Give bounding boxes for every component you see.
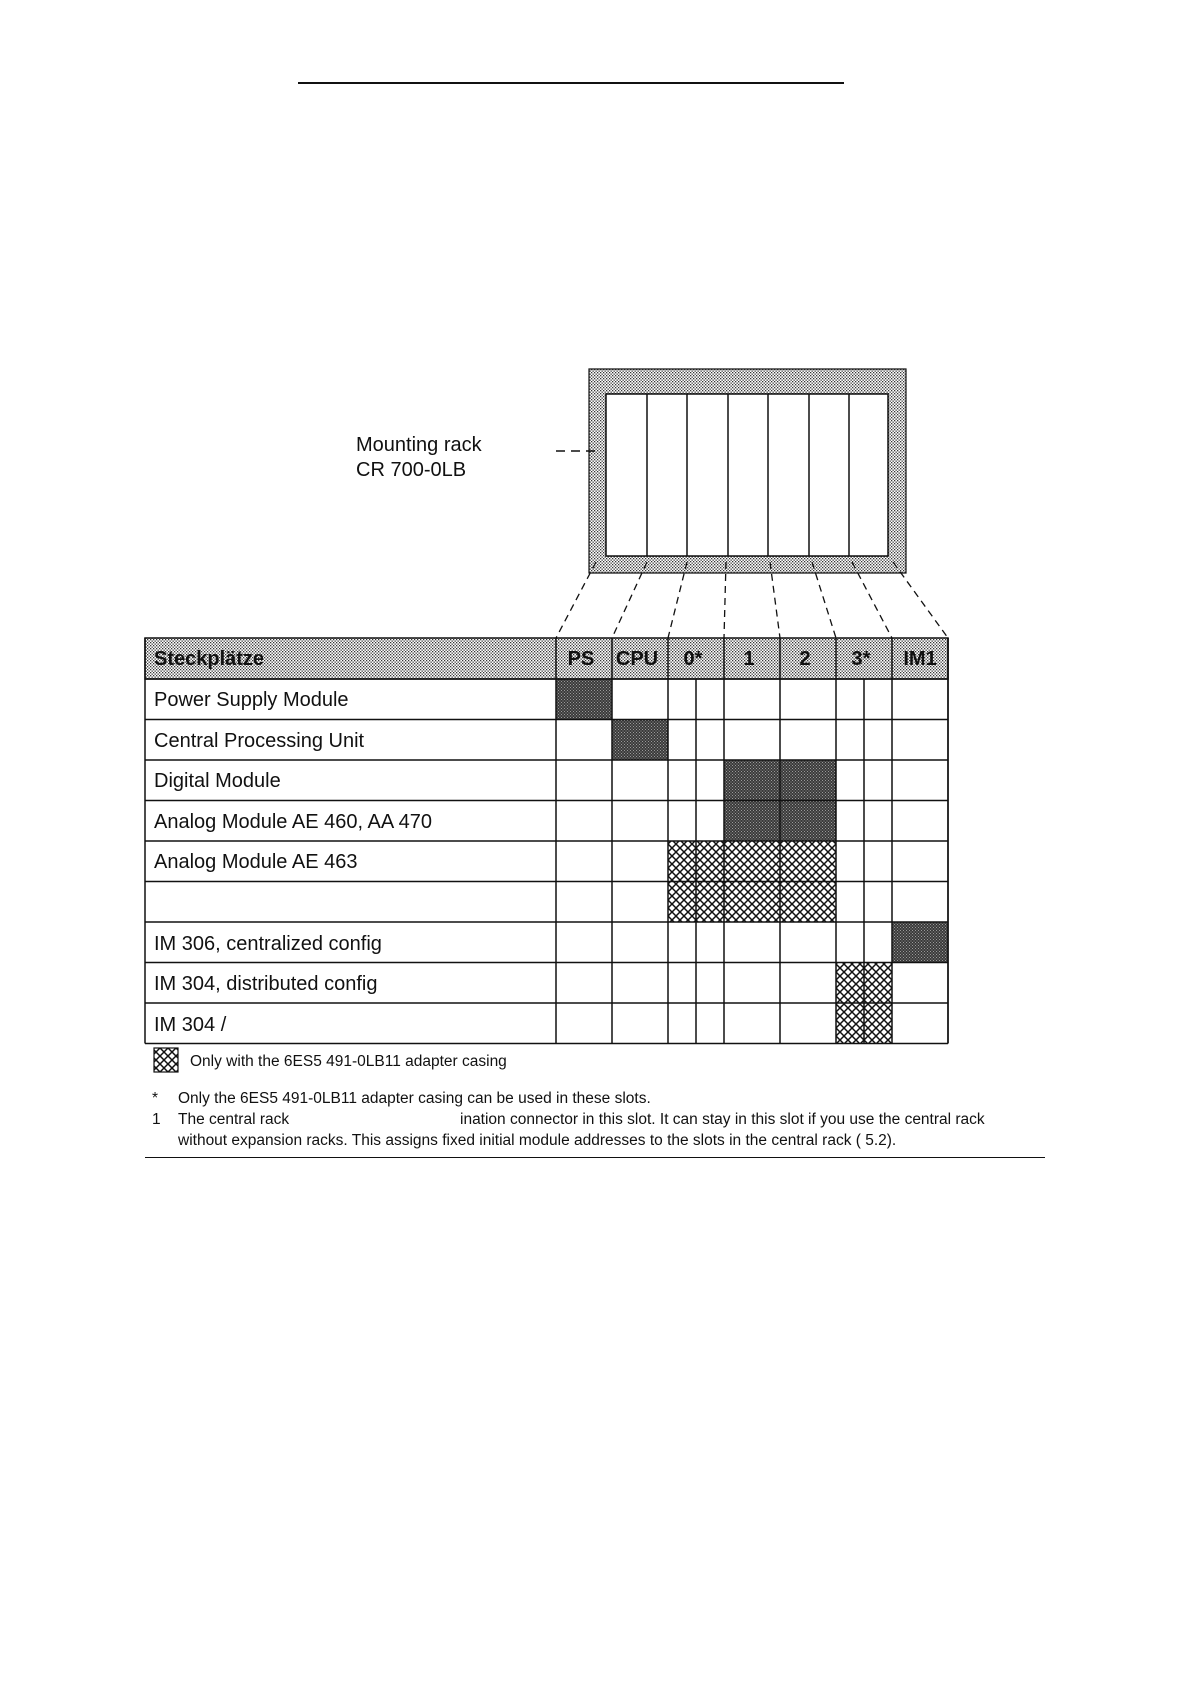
row-label-4: Analog Module AE 463 (154, 851, 358, 873)
cell-fills (556, 679, 948, 1044)
row-label-1: Central Processing Unit (154, 730, 365, 752)
legend-hatch-swatch (154, 1048, 178, 1072)
header-slot-ps: PS (567, 648, 595, 670)
bottom-rule (145, 1157, 1045, 1158)
mounting-rack-line1: Mounting rack (356, 434, 482, 456)
mounting-rack-line2: CR 700-0LB (356, 459, 467, 481)
note-one-text-a: The central rack (178, 1111, 290, 1128)
row-label-7: IM 304, distributed config (154, 973, 378, 995)
header-slot-0: 0* (683, 648, 703, 670)
shaded-cell (724, 801, 780, 842)
shaded-cell (780, 801, 836, 842)
note-star-marker: * (152, 1090, 159, 1107)
hatched-cell (780, 882, 836, 923)
note-one-marker: 1 (152, 1111, 161, 1128)
row-label-0: Power Supply Module (154, 689, 349, 711)
shaded-cell (612, 720, 668, 761)
slot-table (145, 638, 948, 1044)
shaded-cell (892, 922, 948, 963)
shaded-cell (724, 760, 780, 801)
row-label-2: Digital Module (154, 770, 281, 792)
shaded-cell (780, 760, 836, 801)
header-slot-3: 3* (851, 648, 871, 670)
hatched-cell (724, 882, 780, 923)
header-slot-im: IM1 (903, 648, 937, 670)
table-header-row (145, 638, 948, 679)
shaded-cell (556, 679, 612, 720)
header-slot-2: 2 (799, 648, 811, 670)
mounting-rack (556, 369, 906, 573)
legend-text: Only with the 6ES5 491-0LB11 adapter casing (190, 1053, 507, 1070)
row-label-8: IM 304 / (154, 1014, 227, 1036)
note-star-text: Only the 6ES5 491-0LB11 adapter casing can be used in these slots. (178, 1090, 651, 1107)
hatched-cell (724, 841, 780, 882)
header-slot-cpu: CPU (615, 648, 659, 670)
header-slot-1: 1 (743, 648, 755, 670)
hatched-cell (780, 841, 836, 882)
note-one-text-b: ination connector in this slot. It can stay in this slot if you use the central rack (460, 1111, 985, 1128)
note-one-text-c: without expansion racks. This assigns fixed initial module addresses to the slots in the central rack ( 5.2). (178, 1132, 897, 1149)
row-label-3: Analog Module AE 460, AA 470 (154, 811, 432, 833)
header-label: Steckplätze (154, 648, 265, 670)
row-label-6: IM 306, centralized config (154, 933, 382, 955)
